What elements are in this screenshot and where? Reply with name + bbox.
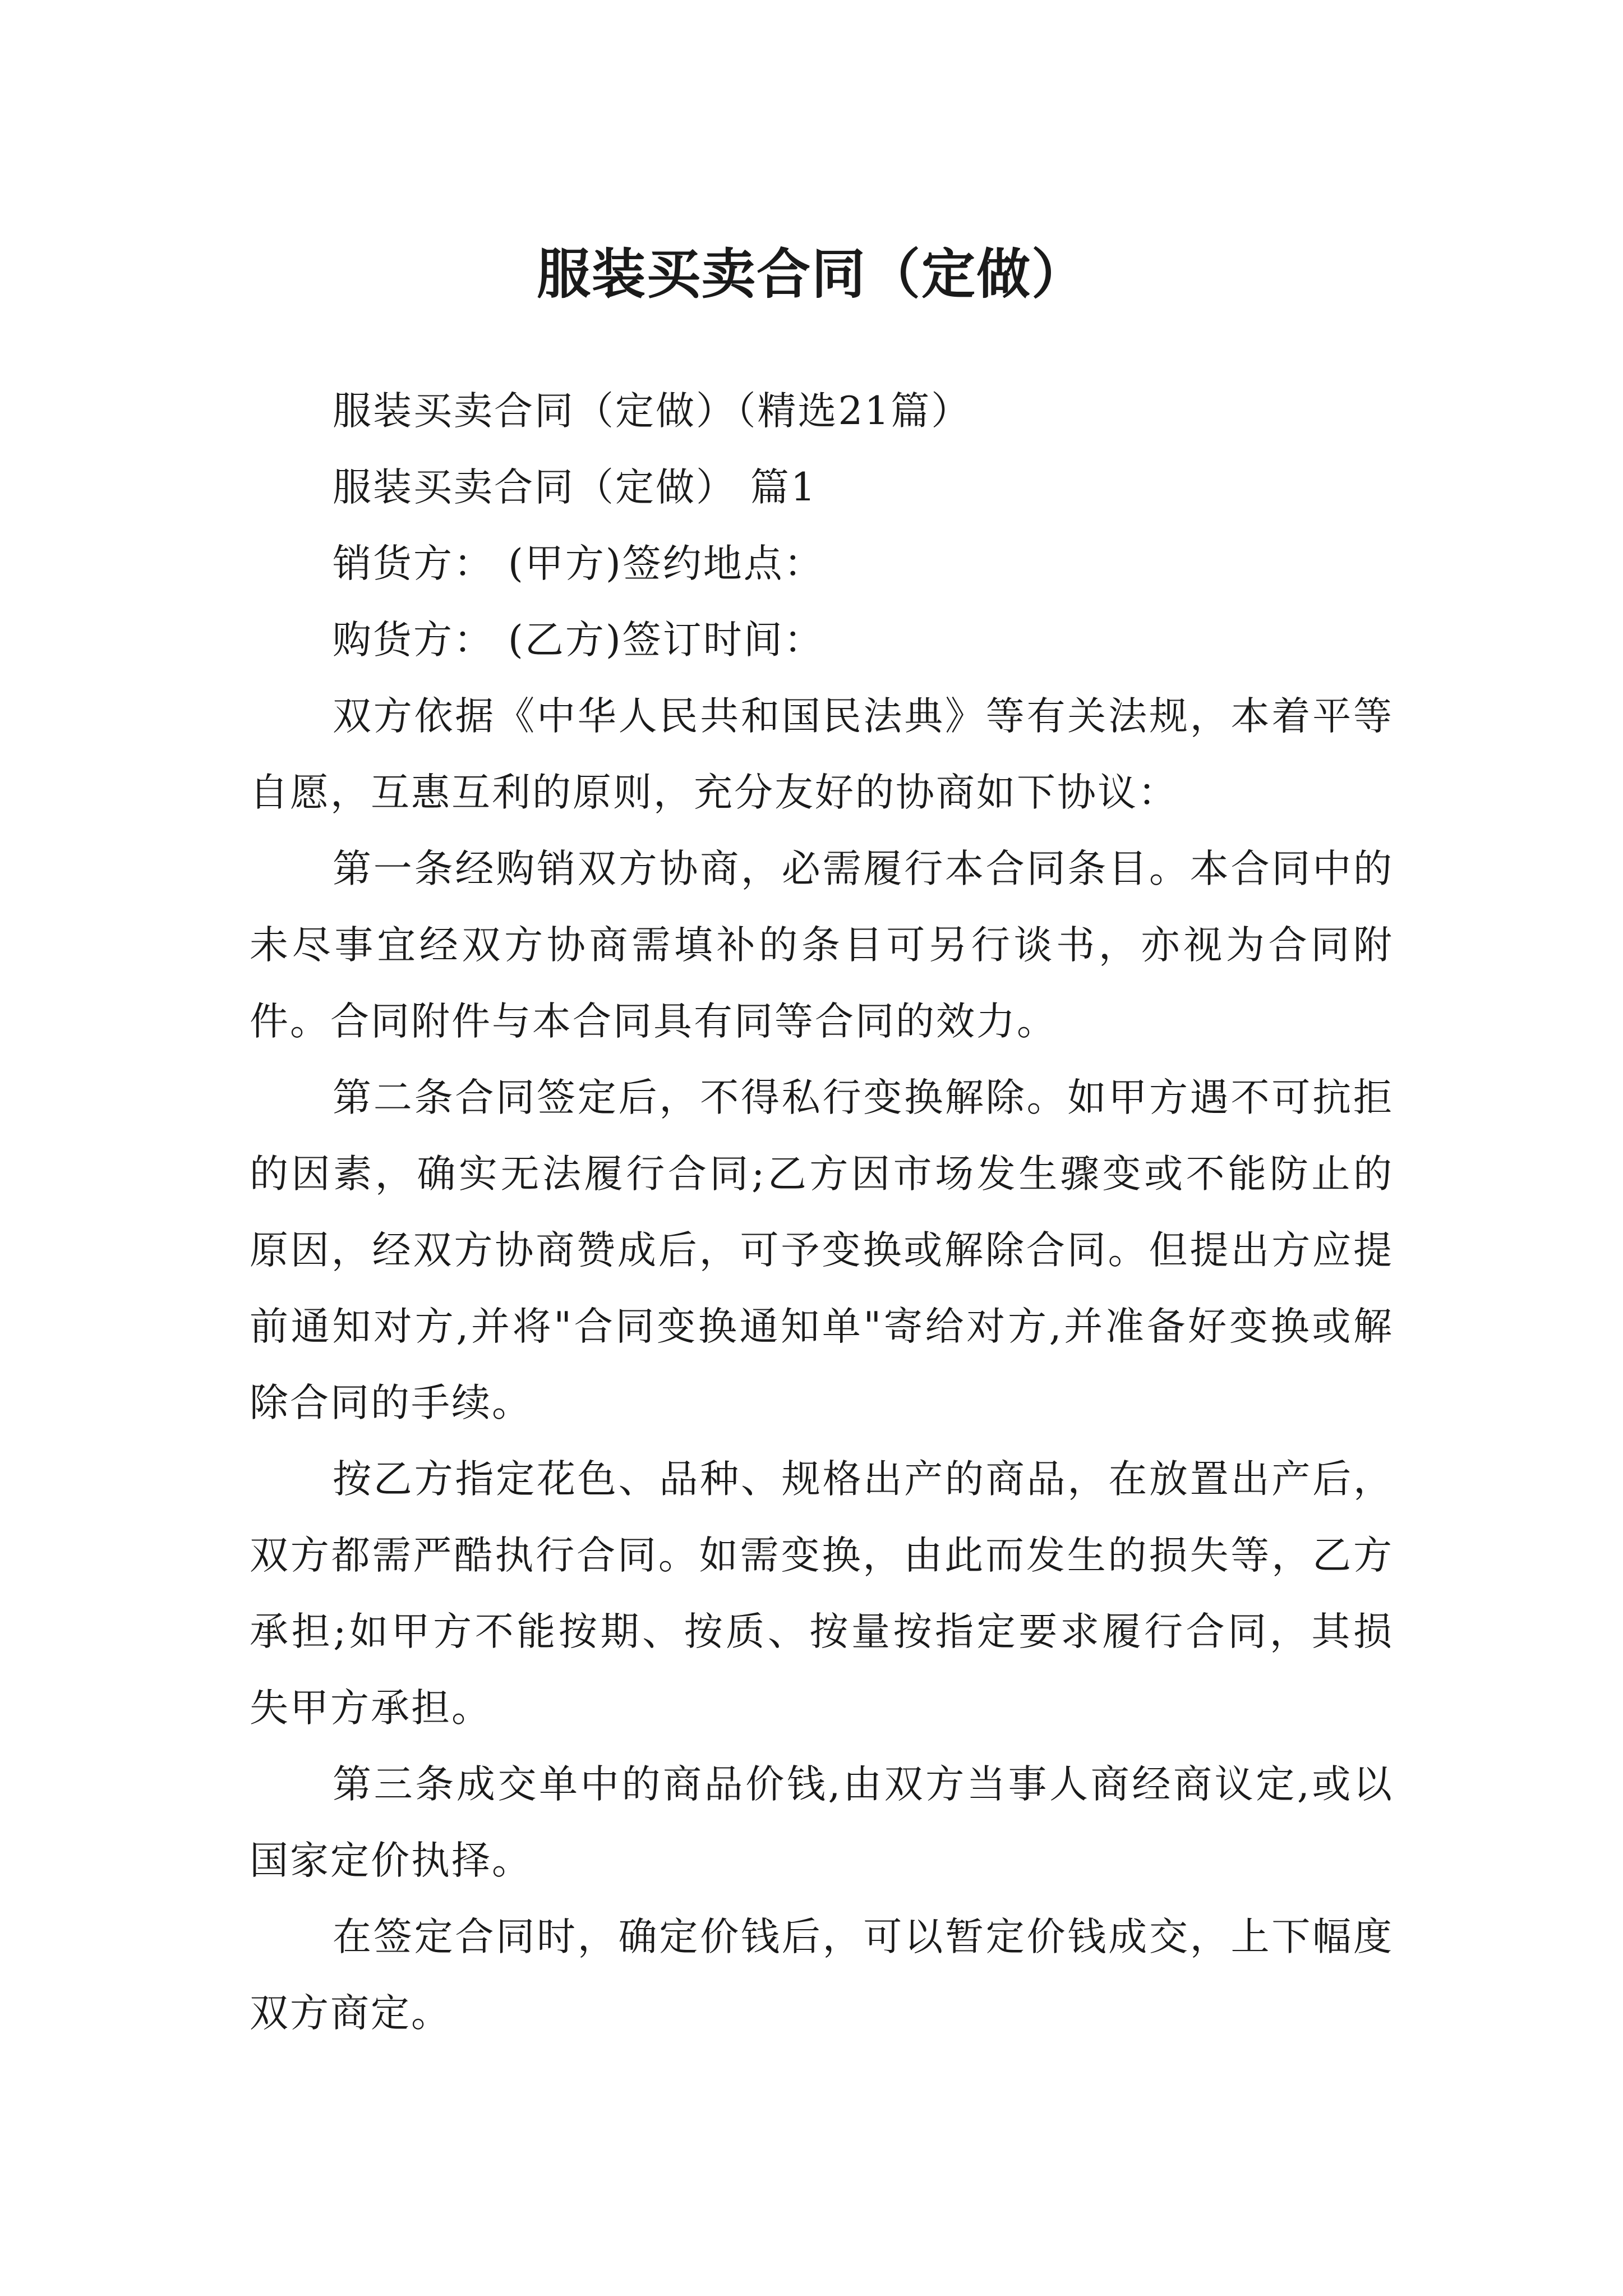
document-title: 服装买卖合同（定做） [537, 243, 1086, 306]
paragraph-collection-title: 服装买卖合同（定做）（精选21篇） [333, 389, 972, 434]
paragraph-section-heading: 服装买卖合同（定做） 篇1 [333, 465, 817, 510]
paragraph-article-3: 第三条成交单中的商品价钱,由双方当事人商经商议定,或以国家定价执择。 [250, 1762, 1394, 1883]
paragraph-article-2-cont: 按乙方指定花色、品种、规格出产的商品，在放置出产后，双方都需严酷执行合同。如需变换，由此而发生的损失等，乙方承担;如甲方不能按期、按质、按量按指定要求履行合同，其损失甲方承担。 [250, 1457, 1394, 1731]
document-body [250, 373, 1394, 2051]
paragraph-article-1: 第一条经购销双方协商，必需履行本合同条目。本合同中的未尽事宜经双方协商需填补的条目可另行谈书，亦视为合同附件。合同附件与本合同具有同等合同的效力。 [250, 846, 1394, 1044]
paragraph-article-3-cont: 在签定合同时，确定价钱后，可以暂定价钱成交，上下幅度双方商定。 [250, 1915, 1394, 2036]
paragraph-seller: 销货方： (甲方)签约地点： [333, 541, 824, 586]
paragraph-buyer: 购货方： (乙方)签订时间： [333, 618, 824, 662]
paragraph-article-2: 第二条合同签定后，不得私行变换解除。如甲方遇不可抗拒的因素，确实无法履行合同;乙方因市场发生骤变或不能防止的原因，经双方协商赞成后，可予变换或解除合同。但提出方应提前通知对方,并将"合同变换通知单"寄给对方,并准备好变换或解除合同的手续。 [250, 1075, 1394, 1425]
paragraph-preamble: 双方依据《中华人民共和国民法典》等有关法规，本着平等自愿，互惠互利的原则，充分友好的协商如下协议： [250, 694, 1394, 815]
